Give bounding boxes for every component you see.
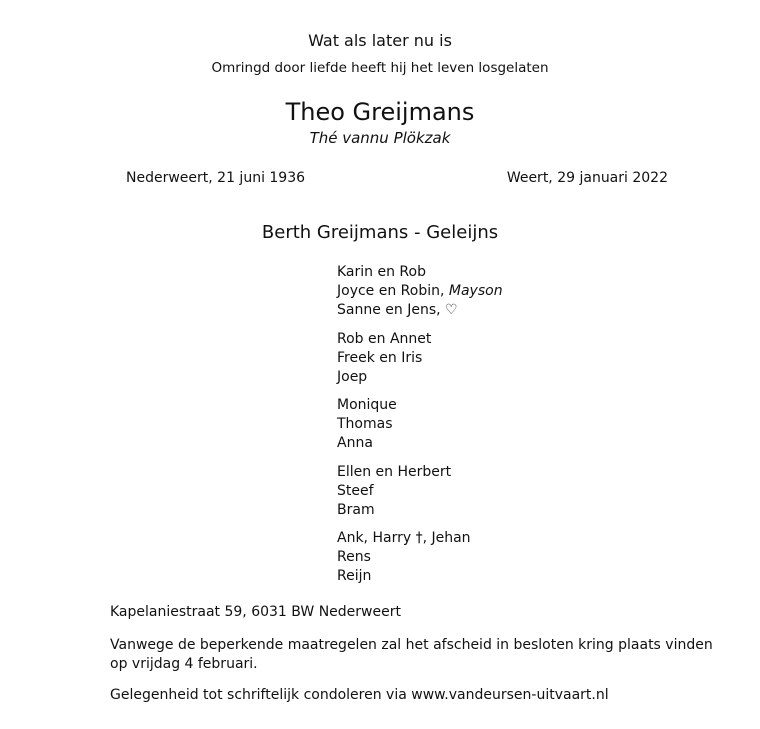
family-member-line — [337, 349, 503, 368]
spouse-name: Berth Greijmans - Geleijns — [261, 222, 499, 243]
family-member-line — [337, 529, 503, 548]
funeral-notice-line: Vanwege de beperkende maatregelen zal het afscheid in besloten kring plaats vinden — [110, 637, 713, 653]
family-member-text: Sanne en Jens, ♡ — [337, 302, 458, 318]
family-member-text: Rens — [337, 549, 371, 565]
heading: Wat als later nu is — [308, 31, 452, 50]
family-member-line — [337, 463, 503, 482]
family-member-text: Joyce en Robin, — [337, 283, 449, 299]
family-member-line — [337, 434, 503, 453]
address: Kapelaniestraat 59, 6031 BW Nederweert — [110, 604, 401, 620]
family-group — [337, 396, 503, 453]
family-member-line — [337, 548, 503, 567]
nickname: Thé vannu Plökzak — [309, 129, 451, 147]
family-member-text: Bram — [337, 501, 375, 518]
deceased-name: Theo Greijmans — [285, 98, 475, 126]
funeral-notice-line: op vrijdag 4 februari. — [110, 656, 258, 672]
family-member-text: Thomas — [337, 416, 393, 432]
family-member-line — [337, 368, 503, 387]
funeral-notice — [110, 636, 713, 674]
family-member-line — [337, 415, 503, 434]
family-member-line — [337, 567, 503, 586]
subheading: Omringd door liefde heeft hij het leven losgelaten — [211, 60, 549, 76]
family-member-line — [337, 263, 503, 282]
family-member-italic: Mayson — [448, 283, 503, 299]
family-member-line — [337, 330, 503, 349]
family-member-line — [337, 301, 503, 320]
family-member-text: Anna — [337, 435, 373, 451]
condolence-info: Gelegenheid tot schriftelijk condoleren via www.vandeursen-uitvaart.nl — [110, 687, 609, 703]
family-member-line — [337, 282, 503, 301]
death-place-date: Weert, 29 januari 2022 — [506, 170, 668, 186]
family-group — [337, 263, 503, 320]
family-member-text: Freek en Iris — [337, 349, 423, 366]
family-group — [337, 330, 503, 387]
family-member-line — [337, 501, 503, 520]
family-member-text: Reijn — [337, 568, 372, 584]
family-member-text: Karin en Rob — [337, 264, 426, 280]
family-list — [337, 263, 503, 596]
family-member-text: Ellen en Herbert — [337, 463, 452, 480]
birth-place-date: Nederweert, 21 juni 1936 — [126, 170, 306, 186]
family-member-text: Ank, Harry †, Jehan — [337, 530, 471, 546]
family-member-line — [337, 482, 503, 501]
family-member-text: Monique — [337, 397, 397, 413]
family-member-text: Steef — [337, 482, 374, 499]
family-group — [337, 463, 503, 520]
family-member-text: Joep — [337, 368, 368, 385]
family-group — [337, 529, 503, 586]
family-member-text: Rob en Annet — [337, 330, 432, 347]
family-member-line — [337, 396, 503, 415]
